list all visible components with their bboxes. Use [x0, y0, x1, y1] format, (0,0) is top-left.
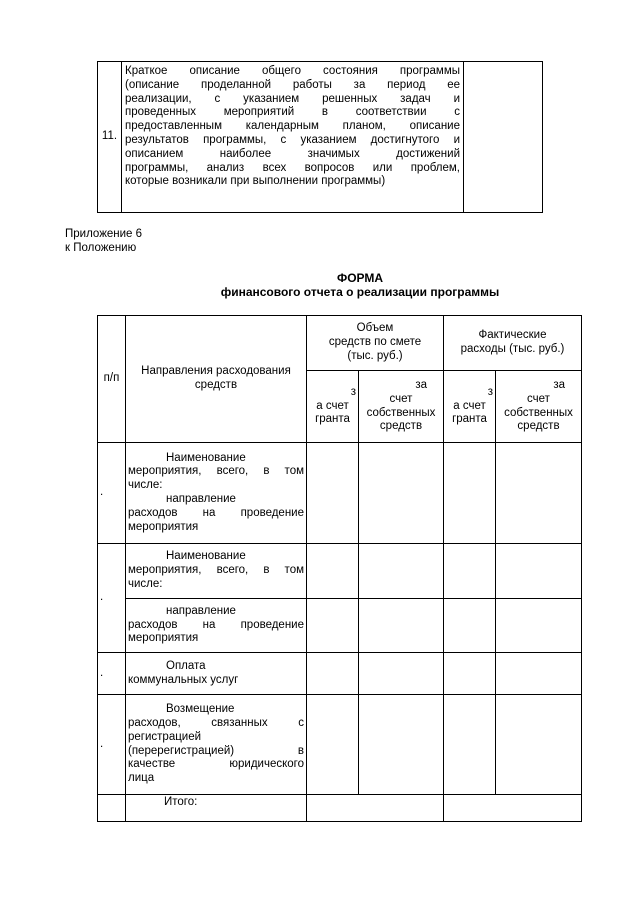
cell [98, 795, 126, 822]
cell [359, 695, 444, 795]
header-estimate-own: за счет собственных средств [359, 371, 444, 443]
table-row [98, 599, 582, 653]
header-actual: Фактические расходы (тыс. руб.) [444, 316, 582, 371]
cell [307, 443, 359, 544]
row-num: . [98, 544, 126, 653]
appendix-line-1: Приложение 6 [65, 228, 143, 240]
cell [496, 544, 582, 599]
cell [496, 695, 582, 795]
row-direction: Возмещение расходов, связанных с регистрацией (перерегистрацией) в качестве юридического лица [126, 695, 307, 795]
summary-value-cell [464, 62, 543, 213]
row-direction: направление расходов на проведение мероприятия [126, 599, 307, 653]
cell [444, 544, 496, 599]
form-title: ФОРМА [336, 271, 384, 285]
total-actual-cell [444, 795, 582, 822]
cell [496, 599, 582, 653]
form-heading [150, 271, 570, 300]
row-num: . [98, 653, 126, 695]
cell [444, 599, 496, 653]
header-estimate: Объем средств по смете (тыс. руб.) [307, 316, 444, 371]
cell [359, 544, 444, 599]
table-row [98, 443, 582, 544]
cell [444, 653, 496, 695]
program-summary-table [97, 61, 543, 213]
table-row [98, 653, 582, 695]
cell [359, 443, 444, 544]
table-row [98, 695, 582, 795]
form-subtitle: финансового отчета о реализации программы [220, 285, 500, 300]
cell [307, 544, 359, 599]
row-direction: Наименование мероприятия, всего, в том числе: [126, 544, 307, 599]
cell [444, 695, 496, 795]
table-row [98, 544, 582, 599]
header-num: п/п [98, 316, 126, 443]
row-number: 11. [98, 62, 122, 213]
financial-report-table [97, 315, 582, 822]
cell [307, 653, 359, 695]
row-direction: Наименование мероприятия, всего, в том числе: направление расходов на проведение мероприятия [126, 443, 307, 544]
total-label: Итого: [126, 795, 307, 822]
row-num: . [98, 695, 126, 795]
cell [496, 653, 582, 695]
cell [444, 443, 496, 544]
header-estimate-grant: з а счет гранта [307, 371, 359, 443]
cell [359, 653, 444, 695]
total-row [98, 795, 582, 822]
cell [496, 443, 582, 544]
header-actual-own: за счет собственных средств [496, 371, 582, 443]
summary-description: Краткое описание общего состояния программы (описание проделанной работы за период ее реализации, с указанием решенных задач и проведенных мероприятий в соответствии с предоставленным календарным планом, описание результатов программы, с указанием достигнутого и описанием наиболее значимых достижений программы, анализ всех вопросов или проблем, которые возникали при выполнении программы) [122, 62, 464, 213]
header-actual-grant: з а счет гранта [444, 371, 496, 443]
header-direction: Направления расходования средств [126, 316, 307, 443]
row-num: . [98, 443, 126, 544]
header-row-1 [98, 316, 582, 371]
row-direction: Оплата коммунальных услуг [126, 653, 307, 695]
cell [359, 599, 444, 653]
appendix-line-2: к Положению [65, 241, 137, 254]
cell [307, 695, 359, 795]
total-estimate-cell [307, 795, 444, 822]
cell [307, 599, 359, 653]
appendix-note [65, 228, 142, 256]
